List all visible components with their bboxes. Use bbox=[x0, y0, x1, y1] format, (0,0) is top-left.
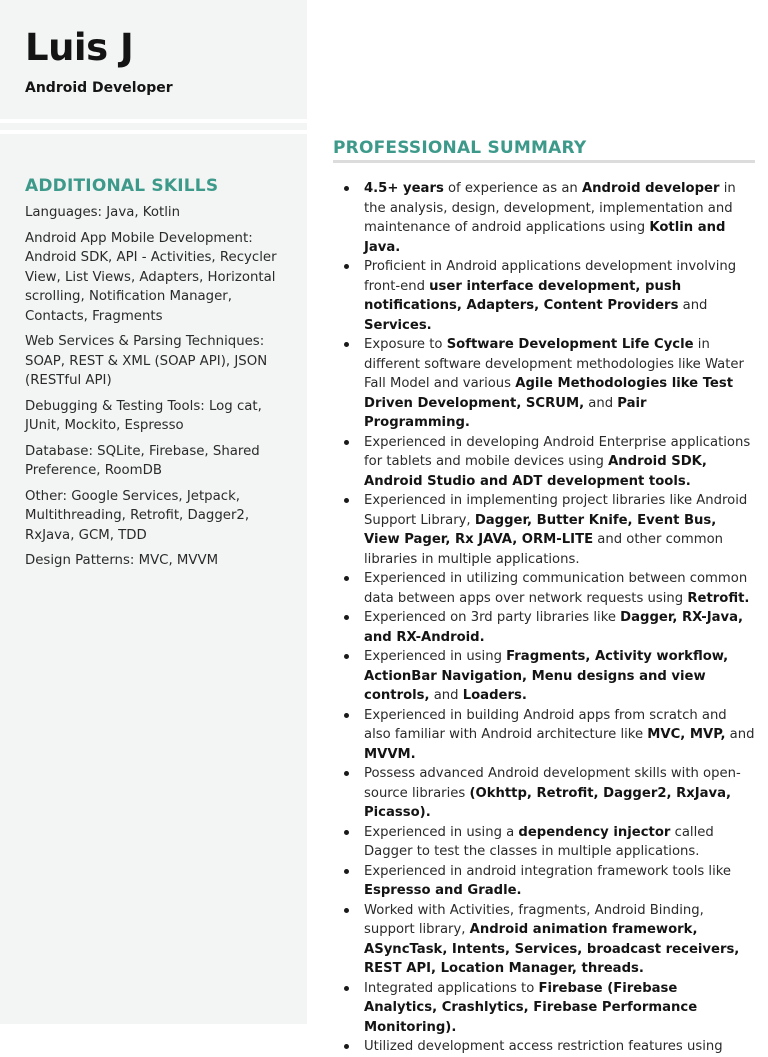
additional-skills-heading: ADDITIONAL SKILLS bbox=[25, 176, 219, 196]
text-run: Experienced in android integration framework tools like bbox=[364, 863, 732, 879]
header-divider-bottom bbox=[0, 130, 307, 134]
additional-skills-section bbox=[25, 176, 295, 577]
emphasized-text: 4.5+ years bbox=[364, 181, 444, 196]
text-run: and other common libraries in multiple applications. bbox=[364, 532, 724, 567]
emphasized-text: Dagger, RX-Java, and RX-Android. bbox=[364, 610, 744, 645]
summary-bullet bbox=[333, 823, 755, 862]
text-run: in the analysis, design, development, implementation and maintenance of android applications using bbox=[364, 181, 736, 235]
professional-summary-section bbox=[333, 138, 755, 1057]
text-run: Integrated applications to bbox=[364, 980, 539, 996]
emphasized-text: Loaders. bbox=[462, 688, 527, 703]
emphasized-text: Firebase (Firebase Analytics, Crashlytics, Firebase Performance Monitoring). bbox=[364, 980, 698, 1035]
skill-item: Database: SQLite, Firebase, Shared Preference, RoomDB bbox=[25, 443, 260, 478]
text-run: Proficient in Android applications development involving front-end bbox=[364, 259, 737, 294]
summary-bullet bbox=[333, 433, 755, 492]
emphasized-text: Pair Programming. bbox=[364, 395, 647, 430]
header-divider-top bbox=[0, 119, 307, 123]
emphasized-text: Android SDK, Android Studio and ADT development tools. bbox=[364, 454, 707, 489]
summary-bullet bbox=[333, 862, 755, 901]
emphasized-text: Kotlin and Java. bbox=[364, 220, 726, 255]
text-run: Experienced in developing Android Enterprise applications for tablets and mobile devices using bbox=[364, 434, 751, 469]
emphasized-text: Android animation framework, ASyncTask, Intents, Services, broadcast receivers, REST API, Location Manager, threads. bbox=[364, 922, 740, 976]
text-run: Exposure to bbox=[364, 337, 447, 352]
summary-bullet bbox=[333, 1037, 755, 1057]
skill-item: Web Services & Parsing Techniques: SOAP, REST & XML (SOAP API), JSON (RESTful API) bbox=[25, 334, 268, 388]
skill-item: Debugging & Testing Tools: Log cat, JUnit, Mockito, Espresso bbox=[25, 398, 262, 433]
text-run: Experienced in using bbox=[364, 649, 507, 664]
text-run: and bbox=[725, 727, 755, 742]
summary-bullet bbox=[333, 764, 755, 823]
summary-bullet bbox=[333, 647, 755, 706]
emphasized-text: dependency injector bbox=[518, 824, 671, 840]
skill-item: Languages: Java, Kotlin bbox=[25, 205, 181, 220]
sidebar bbox=[0, 0, 307, 1024]
emphasized-text: Software Development Life Cycle bbox=[446, 337, 694, 352]
emphasized-text: Espresso and Gradle. bbox=[364, 883, 522, 898]
emphasized-text: Dagger, Butter Knife, Event Bus, View Pager, Rx JAVA, ORM-LITE bbox=[364, 512, 717, 547]
text-run: and bbox=[678, 298, 708, 313]
emphasized-text: MVC, MVP, bbox=[647, 727, 726, 742]
text-run: of experience as an bbox=[443, 181, 582, 196]
summary-bullet bbox=[333, 706, 755, 765]
skill-item: Android App Mobile Development: Android SDK, API - Activities, Recycler View, List Views, Adapters, Horizontal scrolling, Notification Manager, Contacts, Fragments bbox=[25, 230, 277, 324]
emphasized-text: MVVM. bbox=[364, 746, 416, 762]
summary-bullet bbox=[333, 979, 755, 1038]
text-run: Possess advanced Android development skills with open-source libraries bbox=[364, 766, 741, 801]
skill-item: Design Patterns: MVC, MVVM bbox=[25, 553, 219, 568]
text-run: Experienced in building Android apps from scratch and also familiar with Android architecture like bbox=[364, 707, 727, 742]
candidate-name: Luis J bbox=[25, 26, 134, 69]
summary-bullet bbox=[333, 179, 755, 257]
emphasized-text: (Okhttp, Retrofit, Dagger2, RxJava, Picasso). bbox=[364, 785, 732, 820]
summary-bullet bbox=[333, 257, 755, 335]
text-run: Experienced in implementing project libraries like Android Support Library, bbox=[364, 493, 748, 528]
text-run: and bbox=[584, 395, 618, 411]
text-run: Experienced on 3rd party libraries like bbox=[364, 610, 621, 625]
emphasized-text: Fragments, Activity workflow, ActionBar Navigation, Menu designs and view controls, bbox=[364, 649, 729, 703]
resume-header bbox=[0, 0, 307, 120]
summary-bullet bbox=[333, 901, 755, 979]
skill-item: Other: Google Services, Jetpack, Multithreading, Retrofit, Dagger2, RxJava, GCM, TDD bbox=[25, 488, 250, 543]
text-run: Worked with Activities, fragments, Android Binding, support library, bbox=[364, 902, 704, 937]
professional-summary-heading: PROFESSIONAL SUMMARY bbox=[333, 138, 755, 163]
summary-list bbox=[333, 179, 755, 1057]
text-run: and bbox=[429, 688, 463, 703]
text-run: Experienced in utilizing communication between common data between apps over network requests using bbox=[364, 571, 748, 606]
summary-bullet bbox=[333, 491, 755, 569]
emphasized-text: Agile Methodologies like Test Driven Development, SCRUM, bbox=[364, 376, 734, 411]
text-run: Experienced in using a bbox=[364, 824, 519, 840]
candidate-title: Android Developer bbox=[25, 80, 173, 96]
skills-list bbox=[25, 203, 295, 571]
summary-bullet bbox=[333, 608, 755, 647]
emphasized-text: Retrofit. bbox=[687, 590, 750, 606]
text-run: Utilized development access restriction features using bbox=[364, 1039, 723, 1054]
summary-bullet bbox=[333, 569, 755, 608]
emphasized-text: Android developer bbox=[581, 181, 720, 196]
emphasized-text: Services. bbox=[364, 317, 432, 333]
text-run: called Dagger to test the classes in multiple applications. bbox=[364, 824, 714, 859]
emphasized-text: user interface development, push notifications, Adapters, Content Providers bbox=[364, 278, 682, 313]
text-run: in different software development methodologies like Water Fall Model and various bbox=[364, 337, 744, 391]
summary-bullet bbox=[333, 335, 755, 433]
